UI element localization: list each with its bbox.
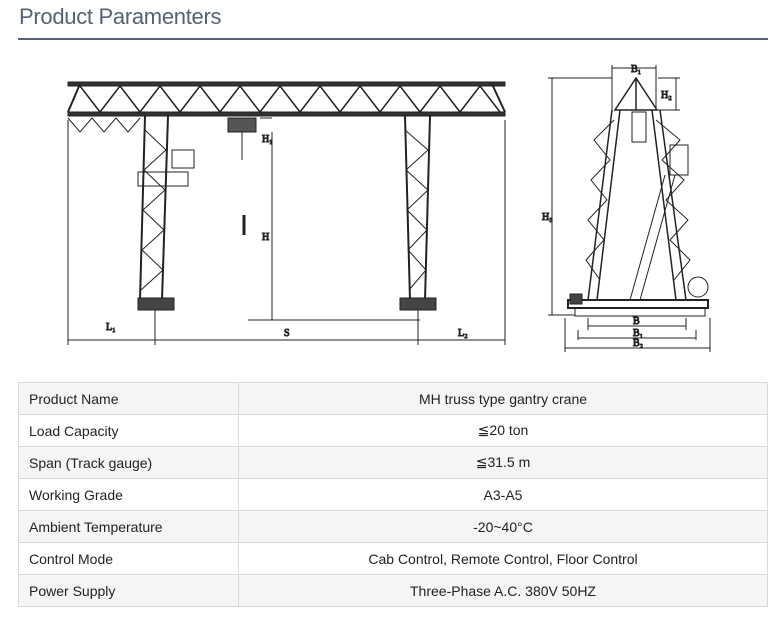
dim-label-b1: B₁ <box>633 328 644 339</box>
dim-label-h2: H₂ <box>661 90 672 101</box>
dim-label-s: S <box>284 328 290 339</box>
spec-row <box>19 479 768 511</box>
dim-label-l2: L₂ <box>458 328 468 339</box>
spec-label: Power Supply <box>19 575 239 607</box>
dim-label-h: H <box>262 232 270 243</box>
section-title: Product Paramenters <box>19 4 222 29</box>
spec-label: Ambient Temperature <box>19 511 239 543</box>
spec-value: -20~40°C <box>239 511 768 543</box>
spec-value: A3-A5 <box>239 479 768 511</box>
dim-label-l1: L₁ <box>106 322 116 333</box>
spec-row <box>19 415 768 447</box>
side-view <box>542 64 710 352</box>
spec-label: Control Mode <box>19 543 239 575</box>
title-divider <box>18 38 768 40</box>
dim-label-b: B <box>633 316 640 327</box>
spec-table <box>18 382 768 607</box>
spec-value: ≦31.5 m <box>239 447 768 479</box>
spec-value: MH truss type gantry crane <box>239 383 768 415</box>
spec-row <box>19 543 768 575</box>
spec-value: Cab Control, Remote Control, Floor Control <box>239 543 768 575</box>
dim-label-b2: B₂ <box>633 338 644 349</box>
spec-label: Product Name <box>19 383 239 415</box>
spec-row <box>19 575 768 607</box>
spec-label: Load Capacity <box>19 415 239 447</box>
spec-row <box>19 511 768 543</box>
gantry-crane-drawing <box>0 50 780 360</box>
spec-row <box>19 447 768 479</box>
dim-label-b1-top: B₁ <box>631 64 642 75</box>
front-view <box>68 82 505 345</box>
spec-label: Working Grade <box>19 479 239 511</box>
dim-label-h1: H₁ <box>262 134 273 145</box>
spec-value: ≦20 ton <box>239 415 768 447</box>
spec-value: Three-Phase A.C. 380V 50HZ <box>239 575 768 607</box>
spec-label: Span (Track gauge) <box>19 447 239 479</box>
spec-row <box>19 383 768 415</box>
dim-label-h3: H₃ <box>542 212 553 223</box>
